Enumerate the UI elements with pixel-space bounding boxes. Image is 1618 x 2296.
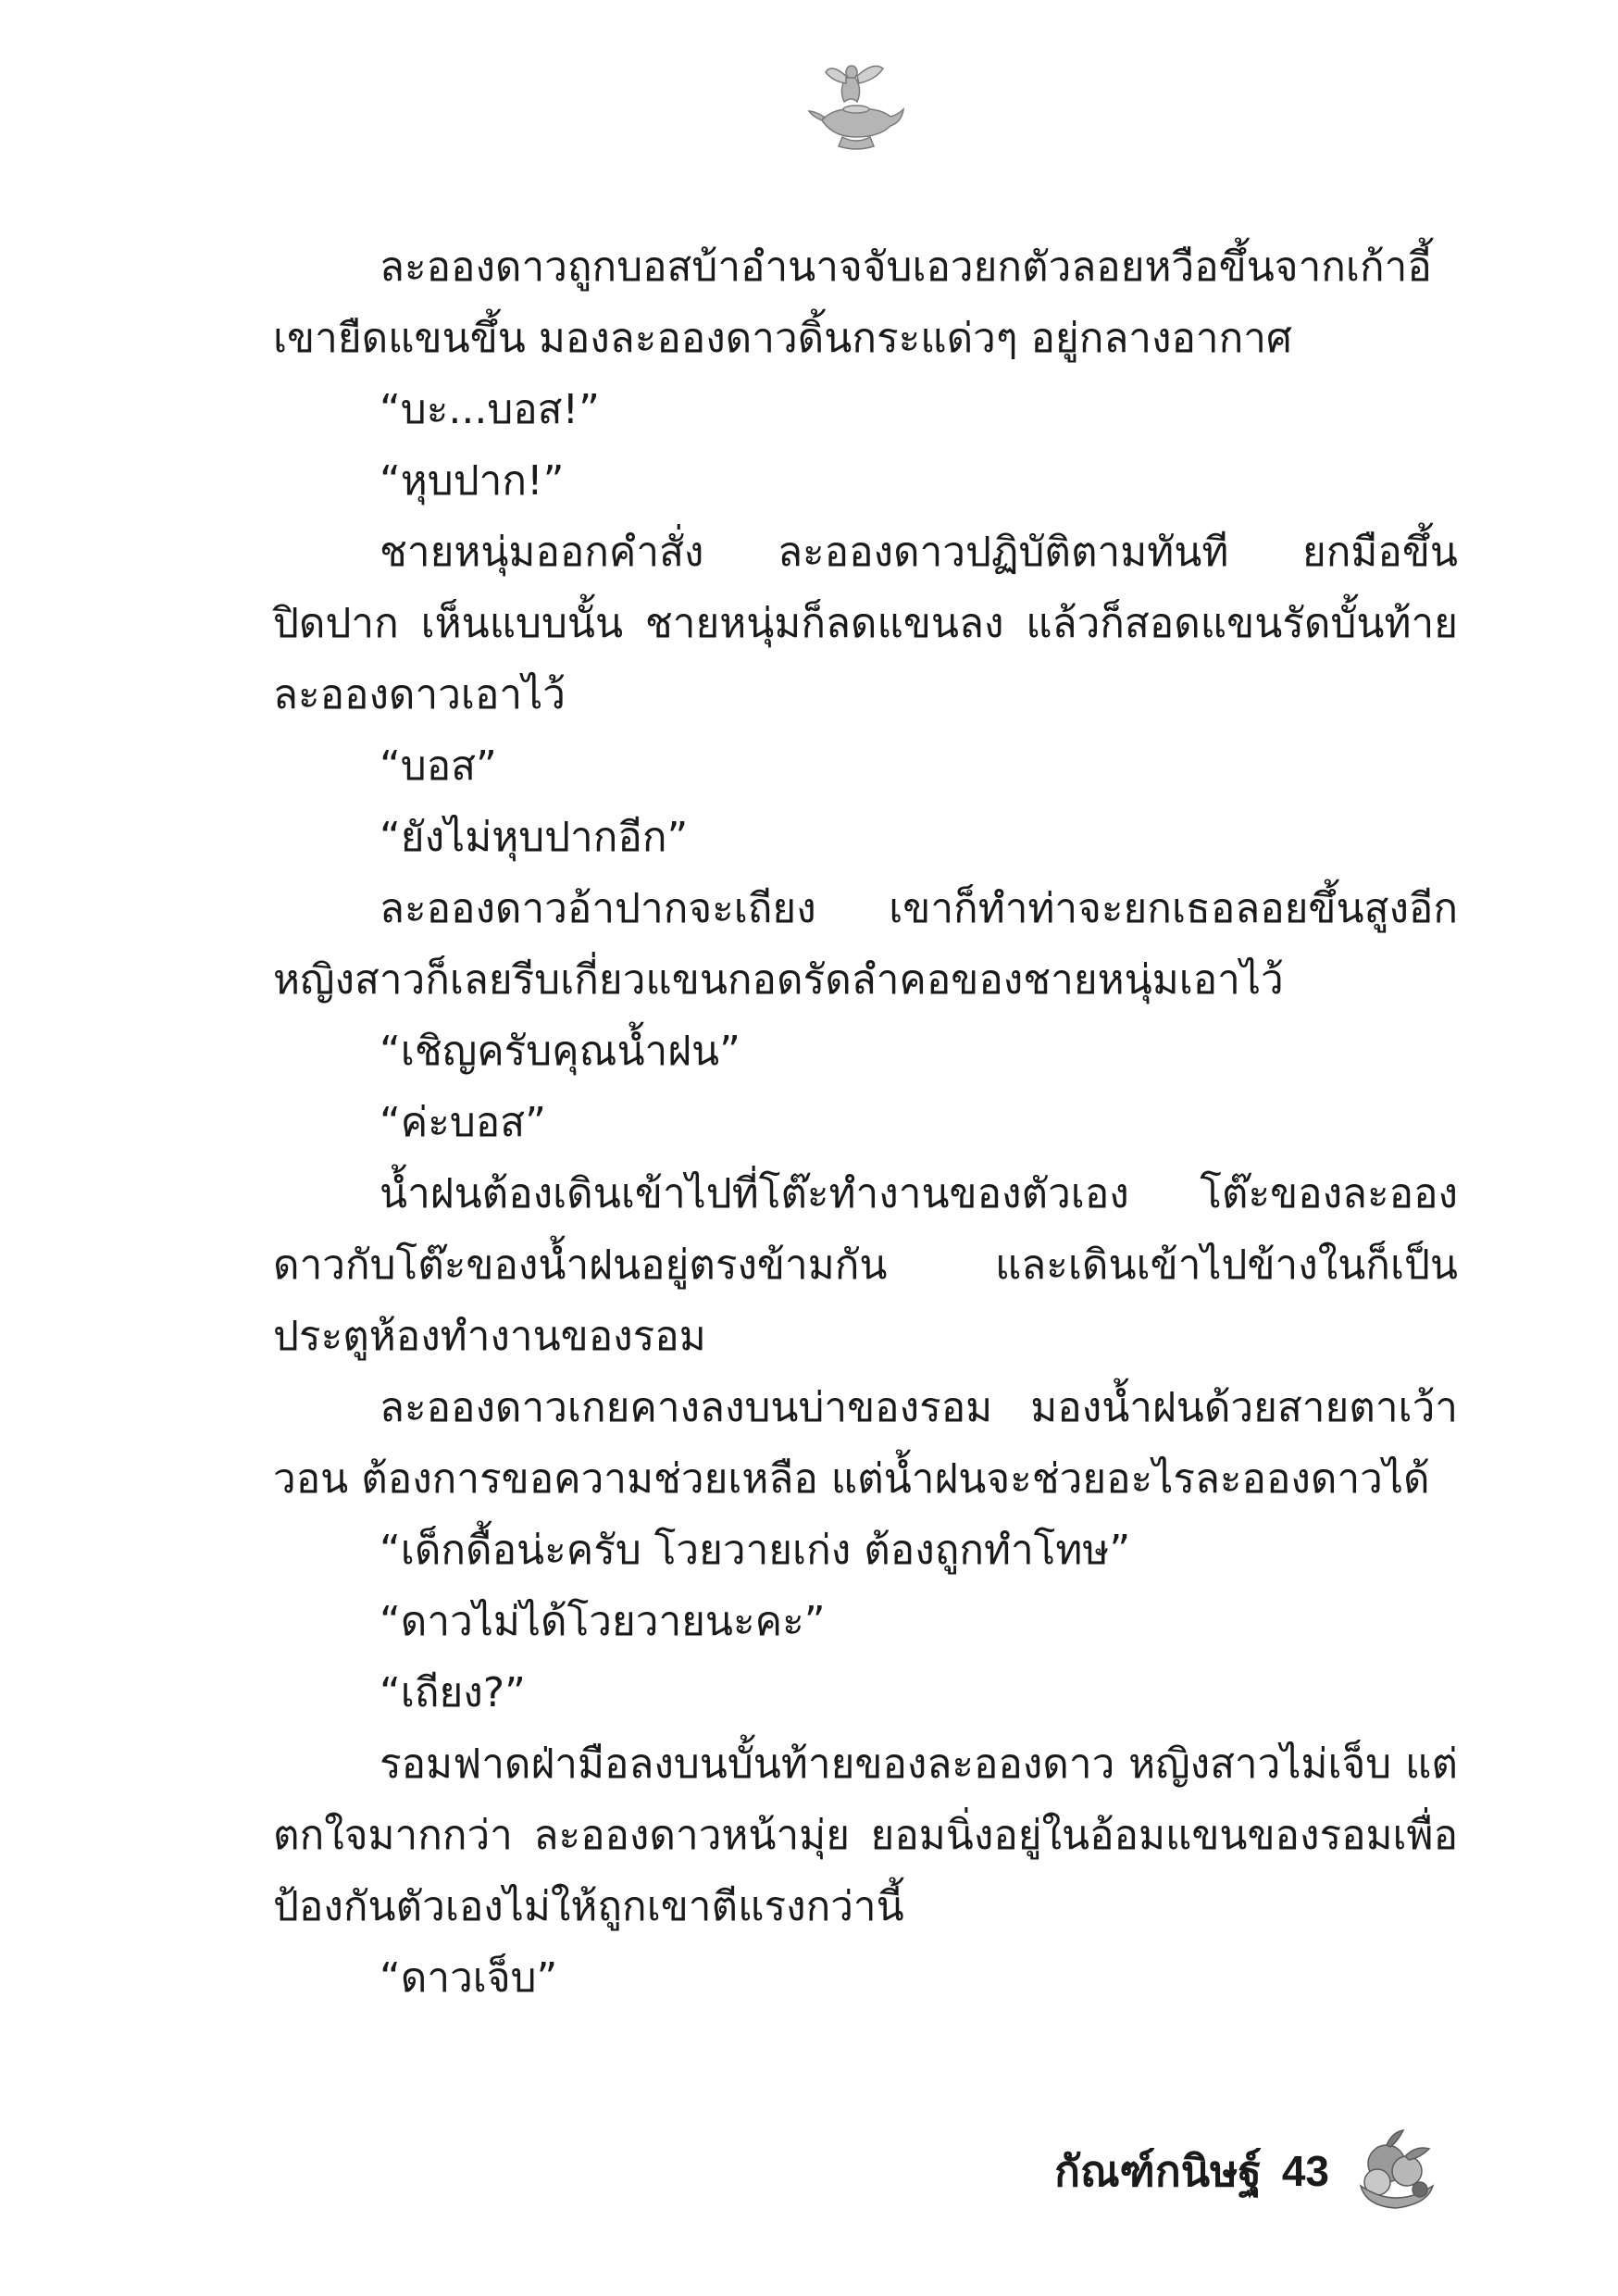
body-text	[273, 231, 1458, 2014]
paragraph: รอมฟาดฝ่ามือลงบนบั้นท้ายของละอองดาว หญิงสาวไม่เจ็บ แต่ตกใจมากกว่า ละอองดาวหน้ามุ่ย ยอมนิ่งอยู่ในอ้อมแขนของรอมเพื่อป้องกันตัวเองไม่ให้ถูกเขาตีแรงกว่านี้	[273, 1741, 1458, 1930]
dialogue-line: “เถียง?”	[380, 1669, 526, 1716]
paragraph: ละอองดาวเกยคางลงบนบ่าของรอม มองน้ำฝนด้วยสายตาเว้าวอน ต้องการขอความช่วยเหลือ แต่น้ำฝนจะช่วยอะไรละอองดาวได้	[273, 1384, 1458, 1503]
dialogue-line: “ดาวเจ็บ”	[380, 1954, 558, 2002]
dialogue-line: “หุบปาก!”	[380, 457, 565, 505]
paragraph: ละอองดาวถูกบอสบ้าอำนาจจับเอวยกตัวลอยหวือขึ้นจากเก้าอี้ เขายืดแขนขึ้น มองละอองดาวดิ้นกระแด่วๆ อยู่กลางอากาศ	[273, 243, 1432, 362]
genie-lamp-icon	[805, 56, 907, 157]
paragraph: ละอองดาวอ้าปากจะเถียง เขาก็ทำท่าจะยกเธอลอยขึ้นสูงอีก หญิงสาวก็เลยรีบเกี่ยวแขนกอดรัดลำคอของชายหนุ่มเอาไว้	[273, 885, 1458, 1004]
fruit-bowl-icon	[1350, 2125, 1442, 2217]
author-name: กัณฑ์กนิษฐ์	[1054, 2145, 1262, 2196]
dialogue-line: “ดาวไม่ได้โวยวายนะคะ”	[380, 1598, 826, 1645]
page-number: 43	[1281, 2147, 1329, 2195]
paragraph: ชายหนุ่มออกคำสั่ง ละอองดาวปฏิบัติตามทันที ยกมือขึ้นปิดปาก เห็นแบบนั้น ชายหนุ่มก็ลดแขนลง แล้วก็สอดแขนรัดบั้นท้ายละอองดาวเอาไว้	[273, 529, 1458, 718]
dialogue-line: “เด็กดื้อน่ะครับ โวยวายเก่ง ต้องถูกทำโทษ”	[380, 1527, 1131, 1574]
page-footer	[1054, 2120, 1442, 2222]
paragraph: น้ำฝนต้องเดินเข้าไปที่โต๊ะทำงานของตัวเอง โต๊ะของละอองดาวกับโต๊ะของน้ำฝนอยู่ตรงข้ามกัน และเดินเข้าไปข้างในก็เป็นประตูห้องทำงานของรอม	[273, 1170, 1458, 1360]
dialogue-line: “ค่ะบอส”	[380, 1099, 546, 1146]
dialogue-line: “บะ...บอส!”	[380, 386, 600, 433]
dialogue-line: “ยังไม่หุบปากอีก”	[380, 814, 689, 861]
dialogue-line: “เชิญครับคุณน้ำฝน”	[380, 1028, 741, 1075]
dialogue-line: “บอส”	[380, 742, 497, 790]
